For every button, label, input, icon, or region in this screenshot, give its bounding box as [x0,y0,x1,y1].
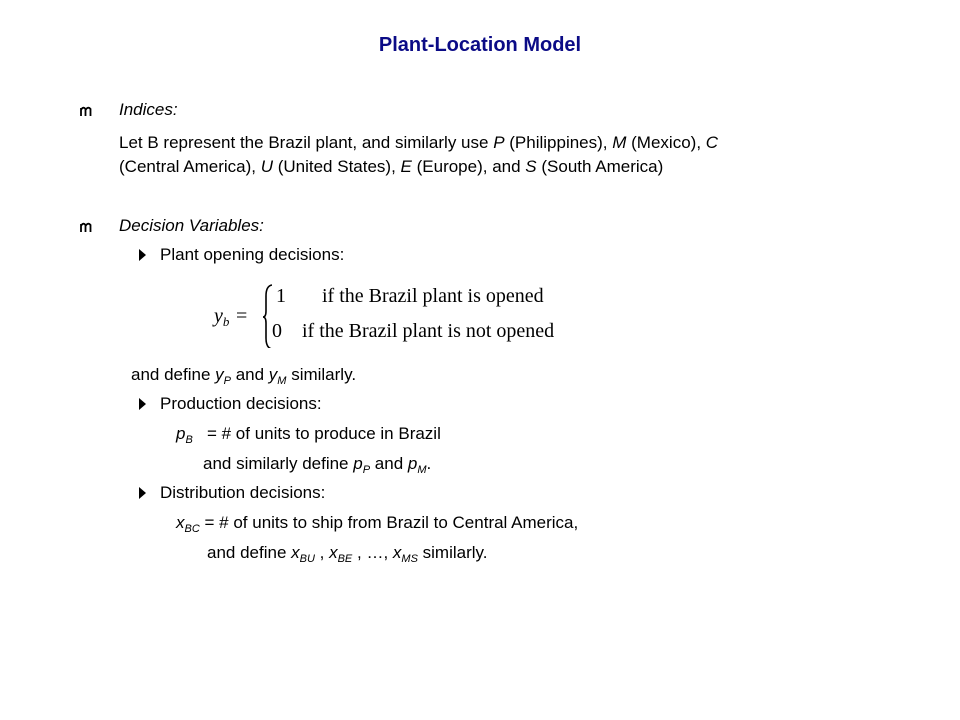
formula-case2-condition: if the Brazil plant is not opened [302,320,555,342]
indices-heading: Indices: [119,100,178,119]
pb-definition: $p_B$ = # of units to produce in Brazil [176,424,441,446]
bullet-m-icon [80,221,94,233]
triangle-bullet-icon [139,249,146,261]
formula-lhs: $y_b$ [214,305,230,329]
decision-bullet [80,220,94,238]
distribution-label: Distribution decisions: [160,483,326,502]
indices-line-2: (Central America), U (United States), E (Europe), and S (South America) [119,157,664,176]
formula-case1-value: 1 [276,285,286,307]
xbc-definition: $x_{BC}$ = # of units to ship from Brazil to Central America, [176,513,579,535]
triangle-bullet-icon [139,398,146,410]
define-p-line: and similarly define $p_P$ and $p_M$. [203,454,432,476]
bullet-m-icon [80,105,94,117]
triangle-bullet-icon [139,487,146,499]
indices-line-1: Let B represent the Brazil plant, and similarly use P (Philippines), M (Mexico), C [119,133,719,152]
define-y-line: and define $y_P$ and $y_M$ similarly. [131,365,357,387]
plant-opening-label: Plant opening decisions: [160,245,345,264]
define-x-line: and define $x_{BU}$ , $x_{BE}$ , …, $x_{MS}$ similarly. [207,543,488,565]
decision-heading: Decision Variables: [119,216,264,235]
production-label: Production decisions: [160,394,322,413]
formula-case2-value: 0 [272,320,282,342]
slide-title: Plant-Location Model [378,34,582,56]
formula-equals: = [236,305,248,327]
indices-bullet [80,104,94,122]
left-brace-icon [262,284,272,348]
formula-case1-condition: if the Brazil plant is opened [322,285,544,307]
